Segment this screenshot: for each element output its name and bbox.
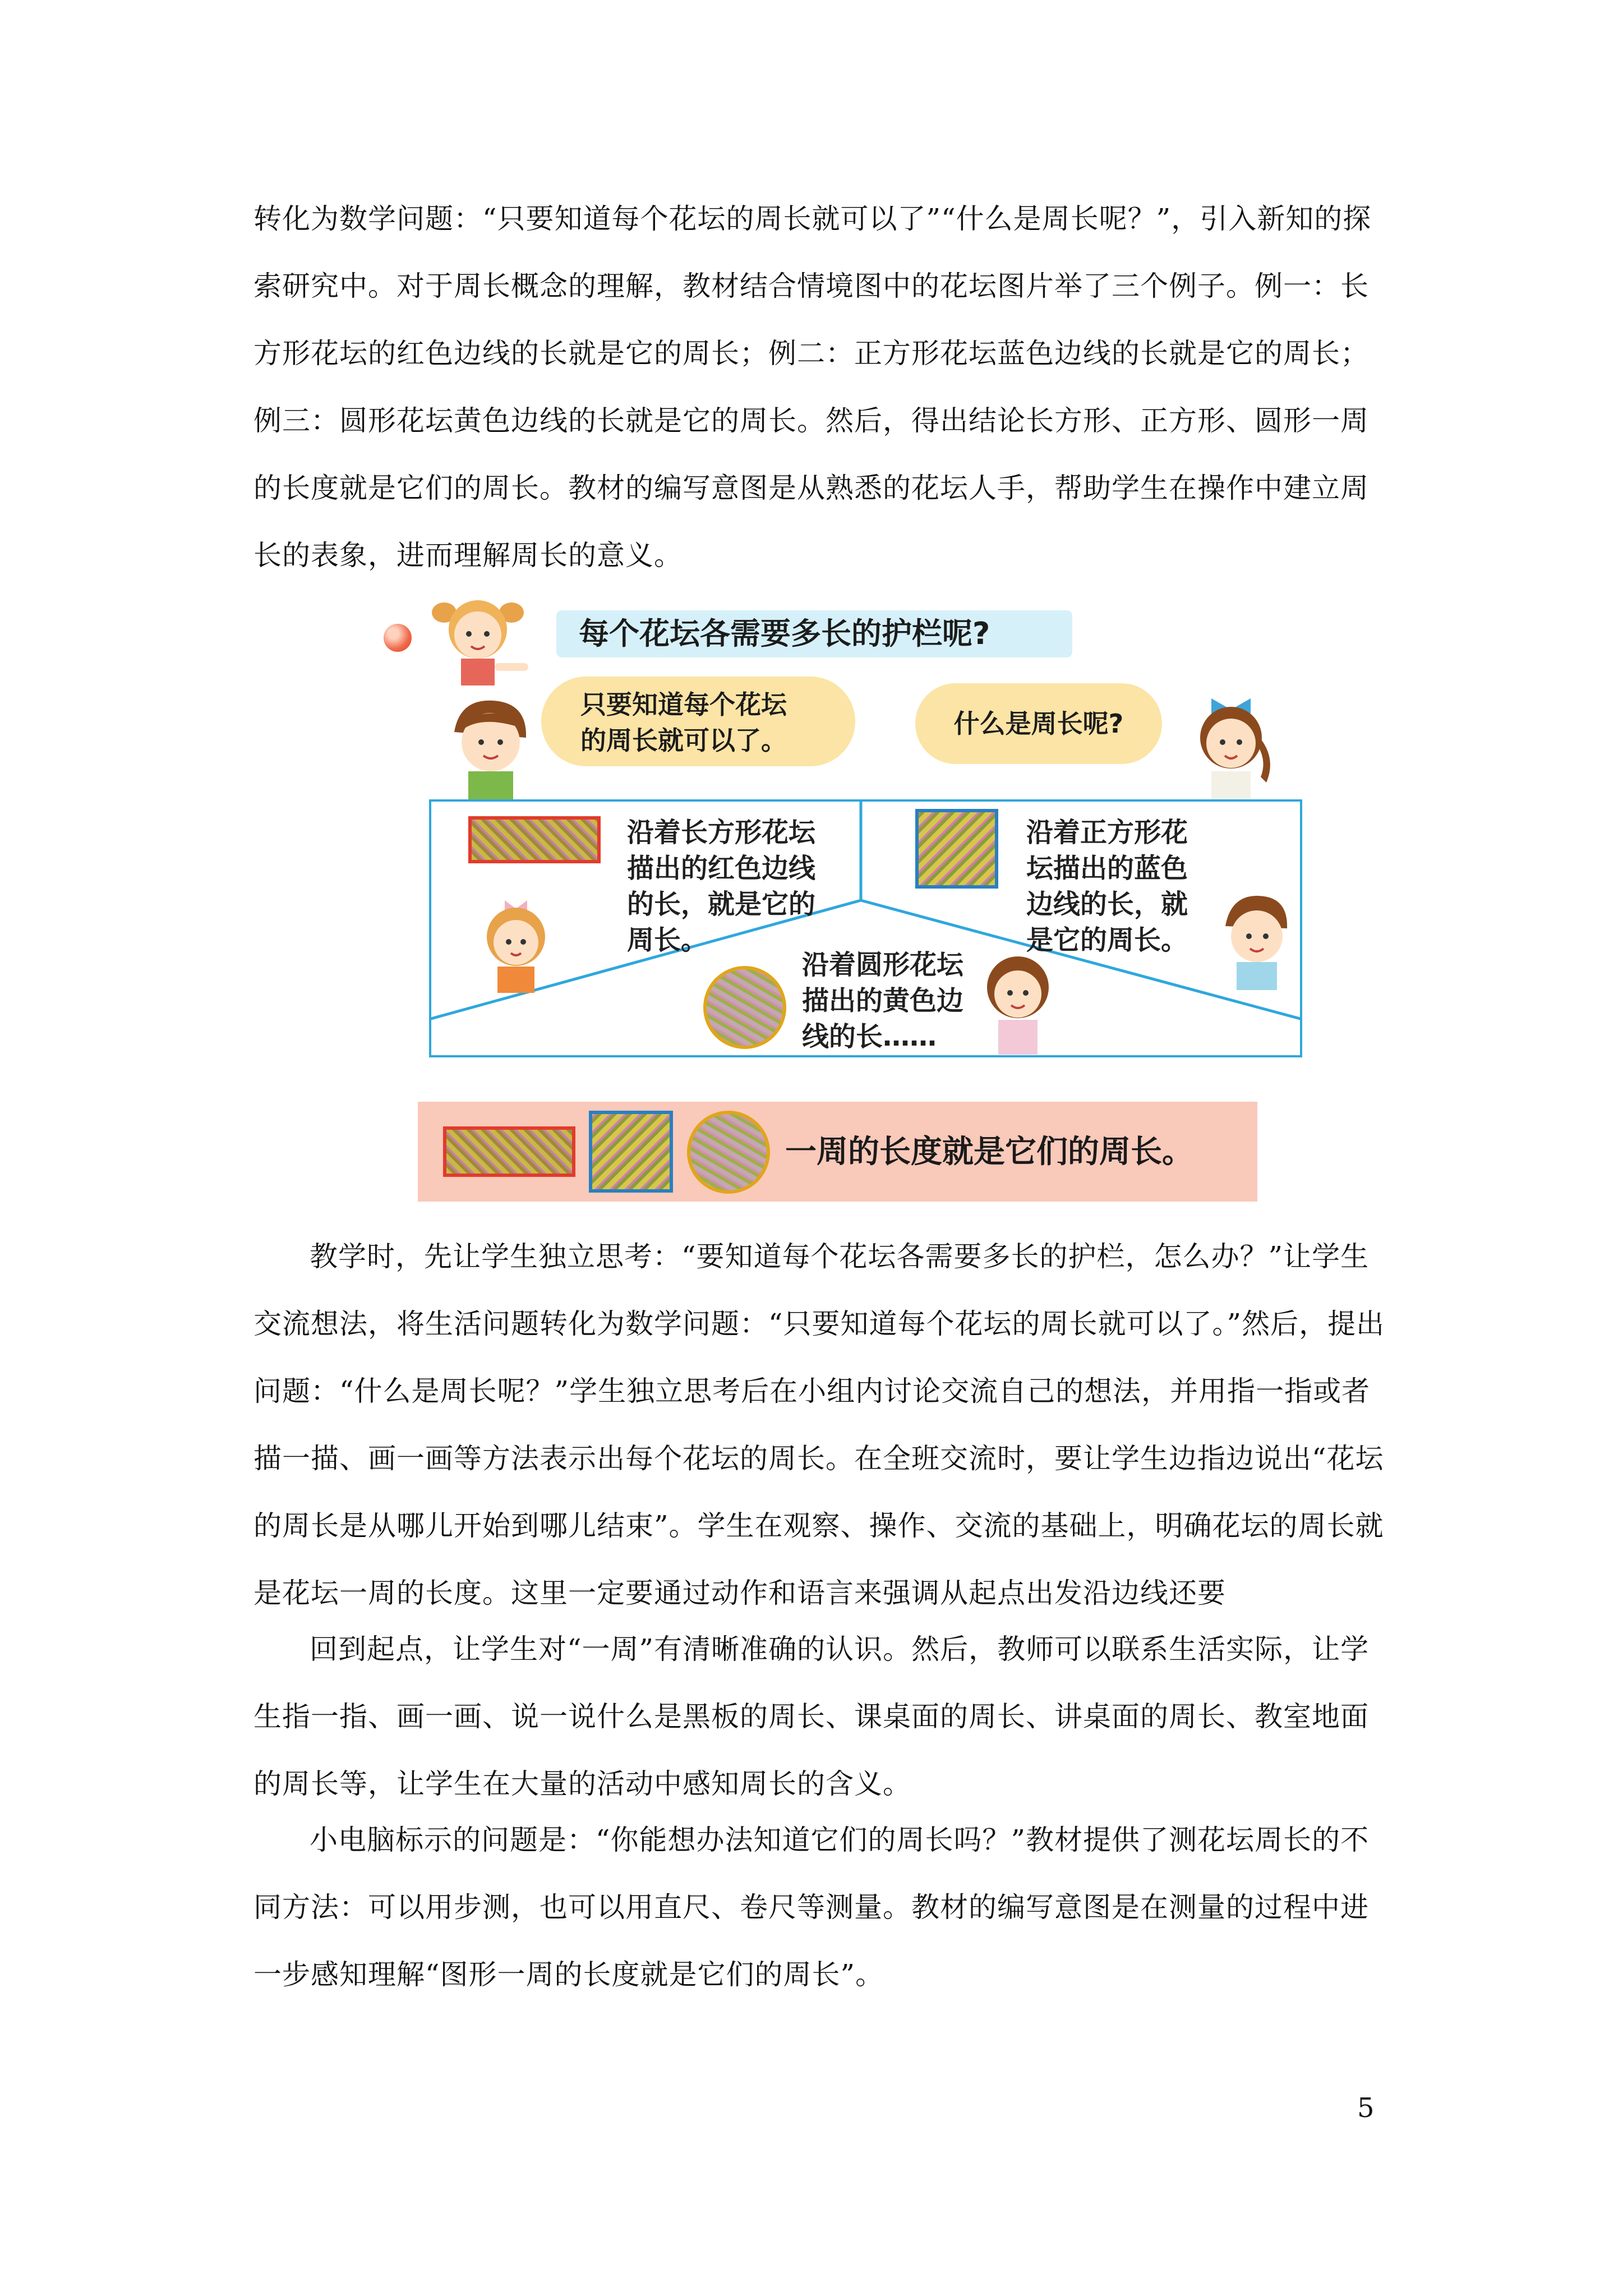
caption-circle-line: 描出的黄色边 [802, 985, 964, 1016]
square-flower-bed-image [915, 809, 998, 889]
girl-bottom-illustration [973, 948, 1063, 1055]
summary-square-bed-image [589, 1111, 673, 1193]
girl-in-frame-illustration [468, 895, 564, 993]
rectangle-flower-bed-image [468, 816, 601, 863]
summary-rect-bed-image [443, 1126, 575, 1177]
speech-bubble-right: 什么是周长呢? [915, 683, 1162, 764]
page-number: 5 [1357, 2092, 1375, 2124]
circle-flower-bed-image [703, 966, 786, 1049]
boy-in-frame-illustration [1214, 889, 1298, 990]
paragraph-back-to-start: 回到起点，让学生对“一周”有清晰准确的认识。然后，教师可以联系生活实际，让学生指一指、画一画、说一说什么是黑板的周长、课桌面的周长、讲桌面的周长、教室地面的周长等，让学生在大量的活动中感知周长的含义。 [253, 1633, 1370, 1800]
caption-square [1026, 815, 1188, 958]
paragraph-intro: 转化为数学问题：“只要知道每个花坛的周长就可以了”“什么是周长呢？”，引入新知的探索研究中。对于周长概念的理解，教材结合情境图中的花坛图片举了三个例子。例一：长方形花坛的红色边线的长就是它的周长；例二：正方形花坛蓝色边线的长就是它的周长；例三：圆形花坛黄色边线的长就是它的周长。然后，得出结论长方形、正方形、圆形一周的长度就是它们的周长。教材的编写意图是从熟悉的花坛人手，帮助学生在操作中建立周长的表象，进而理解周长的意义。 [253, 203, 1372, 572]
speech-left-line-2: 的周长就可以了。 [580, 725, 787, 756]
caption-circle-line: 线的长…… [802, 1021, 937, 1052]
caption-rect-line: 描出的红色边线 [627, 853, 816, 884]
caption-square-line: 坛描出的蓝色 [1026, 853, 1188, 884]
caption-rectangle [627, 815, 815, 958]
speech-left-line-1: 只要知道每个花坛 [580, 689, 787, 720]
summary-statement: 一周的长度就是它们的周长。 [785, 1134, 1193, 1170]
caption-square-line: 是它的周长。 [1026, 924, 1188, 956]
red-ball-icon [384, 624, 412, 652]
boy-illustration [437, 693, 538, 799]
speech-bubble-question: 每个花坛各需要多长的护栏呢? [556, 610, 1072, 657]
caption-square-line: 沿着正方形花 [1026, 817, 1188, 848]
paragraph-teaching: 教学时，先让学生独立思考：“要知道每个花坛各需要多长的护栏，怎么办？”让学生交流想法，将生活问题转化为数学问题：“只要知道每个花坛的周长就可以了。”然后，提出问题：“什么是周长呢？”学生独立思考后在小组内讨论交流自己的想法，并用指一指或者描一描、画一画等方法表示出每个花坛的周长。在全班交流时，要让学生边指边说出“花坛的周长是从哪儿开始到哪儿结束”。学生在观察、操作、交流的基础上，明确花坛的周长就是花坛一周的长度。这里一定要通过动作和语言来强调从起点出发沿边线还要 [253, 1240, 1385, 1609]
caption-circle [802, 947, 963, 1055]
caption-rect-line: 的长，就是它的 [627, 889, 816, 920]
girl-pointing-illustration [422, 590, 534, 685]
caption-circle-line: 沿着圆形花坛 [802, 949, 964, 981]
caption-square-line: 边线的长，就 [1026, 889, 1188, 920]
caption-rect-line: 沿着长方形花坛 [627, 817, 816, 848]
girl-with-bow-illustration [1178, 687, 1284, 799]
caption-rect-line: 周长。 [627, 924, 708, 956]
paragraph-computer-question: 小电脑标示的问题是：“你能想办法知道它们的周长吗？”教材提供了测花坛周长的不同方法：可以用步测，也可以用直尺、卷尺等测量。教材的编写意图是在测量的过程中进一步感知理解“图形一周的长度就是它们的周长”。 [253, 1824, 1370, 1991]
speech-bubble-left [541, 677, 855, 766]
summary-circle-bed-image [687, 1111, 770, 1194]
